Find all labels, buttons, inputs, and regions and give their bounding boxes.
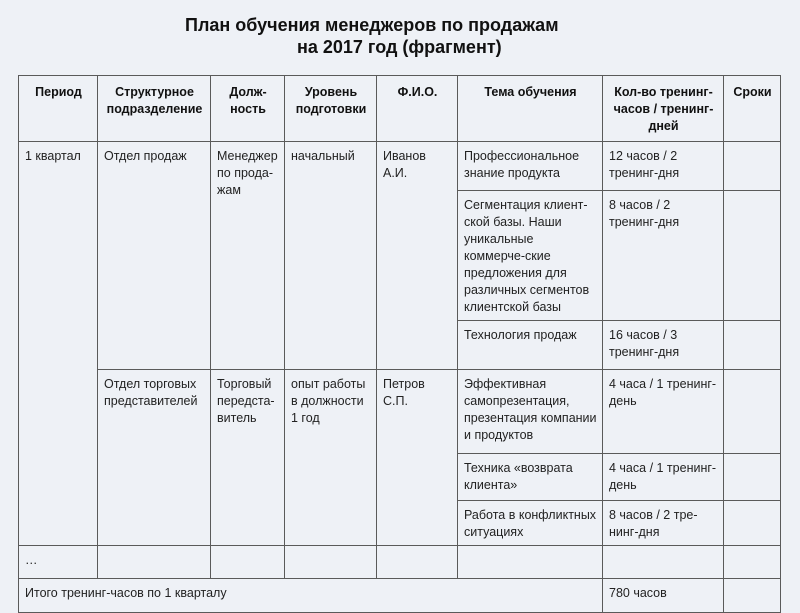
header-department: Структурное подразделение	[98, 76, 211, 142]
deadline-cell	[724, 501, 781, 546]
topic-cell: Профессиональное знание продукта	[458, 142, 603, 191]
title-line-1: План обучения менеджеров по продажам	[185, 15, 559, 35]
amount-cell: 16 часов / 3 тренинг-дня	[603, 321, 724, 370]
amount-cell: 8 часов / 2 тре-нинг-дня	[603, 501, 724, 546]
department-cell: Отдел торговых представителей	[98, 370, 211, 546]
ellipsis-row	[19, 546, 781, 579]
table-row	[19, 142, 781, 191]
header-deadline: Сроки	[724, 76, 781, 142]
total-value: 780 часов	[603, 579, 724, 613]
employee-name-cell: Петров С.П.	[377, 370, 458, 546]
table-row	[19, 370, 781, 454]
ellipsis-cell: …	[19, 546, 98, 579]
level-cell: начальный	[285, 142, 377, 370]
header-period: Период	[19, 76, 98, 142]
topic-cell: Сегментация клиент-ской базы. Наши уникальные коммерче-ские предложения для различных сегментов клиентской базы	[458, 191, 603, 321]
amount-cell: 4 часа / 1 тренинг-день	[603, 370, 724, 454]
total-label: Итого тренинг-часов по 1 кварталу	[19, 579, 603, 613]
deadline-cell	[724, 321, 781, 370]
training-plan-table	[18, 75, 781, 613]
header-row	[19, 76, 781, 142]
deadline-cell	[724, 454, 781, 501]
topic-cell: Эффективная самопрезентация, презентация компании и продуктов	[458, 370, 603, 454]
header-topic: Тема обучения	[458, 76, 603, 142]
title-line-2: на 2017 год (фрагмент)	[297, 37, 502, 57]
position-cell: Торговый передста-витель	[211, 370, 285, 546]
position-cell: Менеджер по прода-жам	[211, 142, 285, 370]
topic-cell: Техника «возврата клиента»	[458, 454, 603, 501]
empty-cell	[458, 546, 603, 579]
deadline-cell	[724, 191, 781, 321]
header-name: Ф.И.О.	[377, 76, 458, 142]
total-row	[19, 579, 781, 613]
amount-cell: 8 часов / 2 тренинг-дня	[603, 191, 724, 321]
deadline-cell	[724, 370, 781, 454]
empty-cell	[724, 546, 781, 579]
empty-cell	[377, 546, 458, 579]
employee-name-cell: Иванов А.И.	[377, 142, 458, 370]
header-amount: Кол-во тренинг-часов / тренинг-дней	[603, 76, 724, 142]
empty-cell	[211, 546, 285, 579]
department-cell: Отдел продаж	[98, 142, 211, 370]
level-cell: опыт работы в должности 1 год	[285, 370, 377, 546]
topic-cell: Технология продаж	[458, 321, 603, 370]
period-cell: 1 квартал	[19, 142, 98, 546]
empty-cell	[98, 546, 211, 579]
amount-cell: 4 часа / 1 тренинг-день	[603, 454, 724, 501]
amount-cell: 12 часов / 2 тренинг-дня	[603, 142, 724, 191]
header-position: Долж-ность	[211, 76, 285, 142]
total-deadline	[724, 579, 781, 613]
empty-cell	[603, 546, 724, 579]
empty-cell	[285, 546, 377, 579]
header-level: Уровень подготовки	[285, 76, 377, 142]
topic-cell: Работа в конфликтных ситуациях	[458, 501, 603, 546]
deadline-cell	[724, 142, 781, 191]
